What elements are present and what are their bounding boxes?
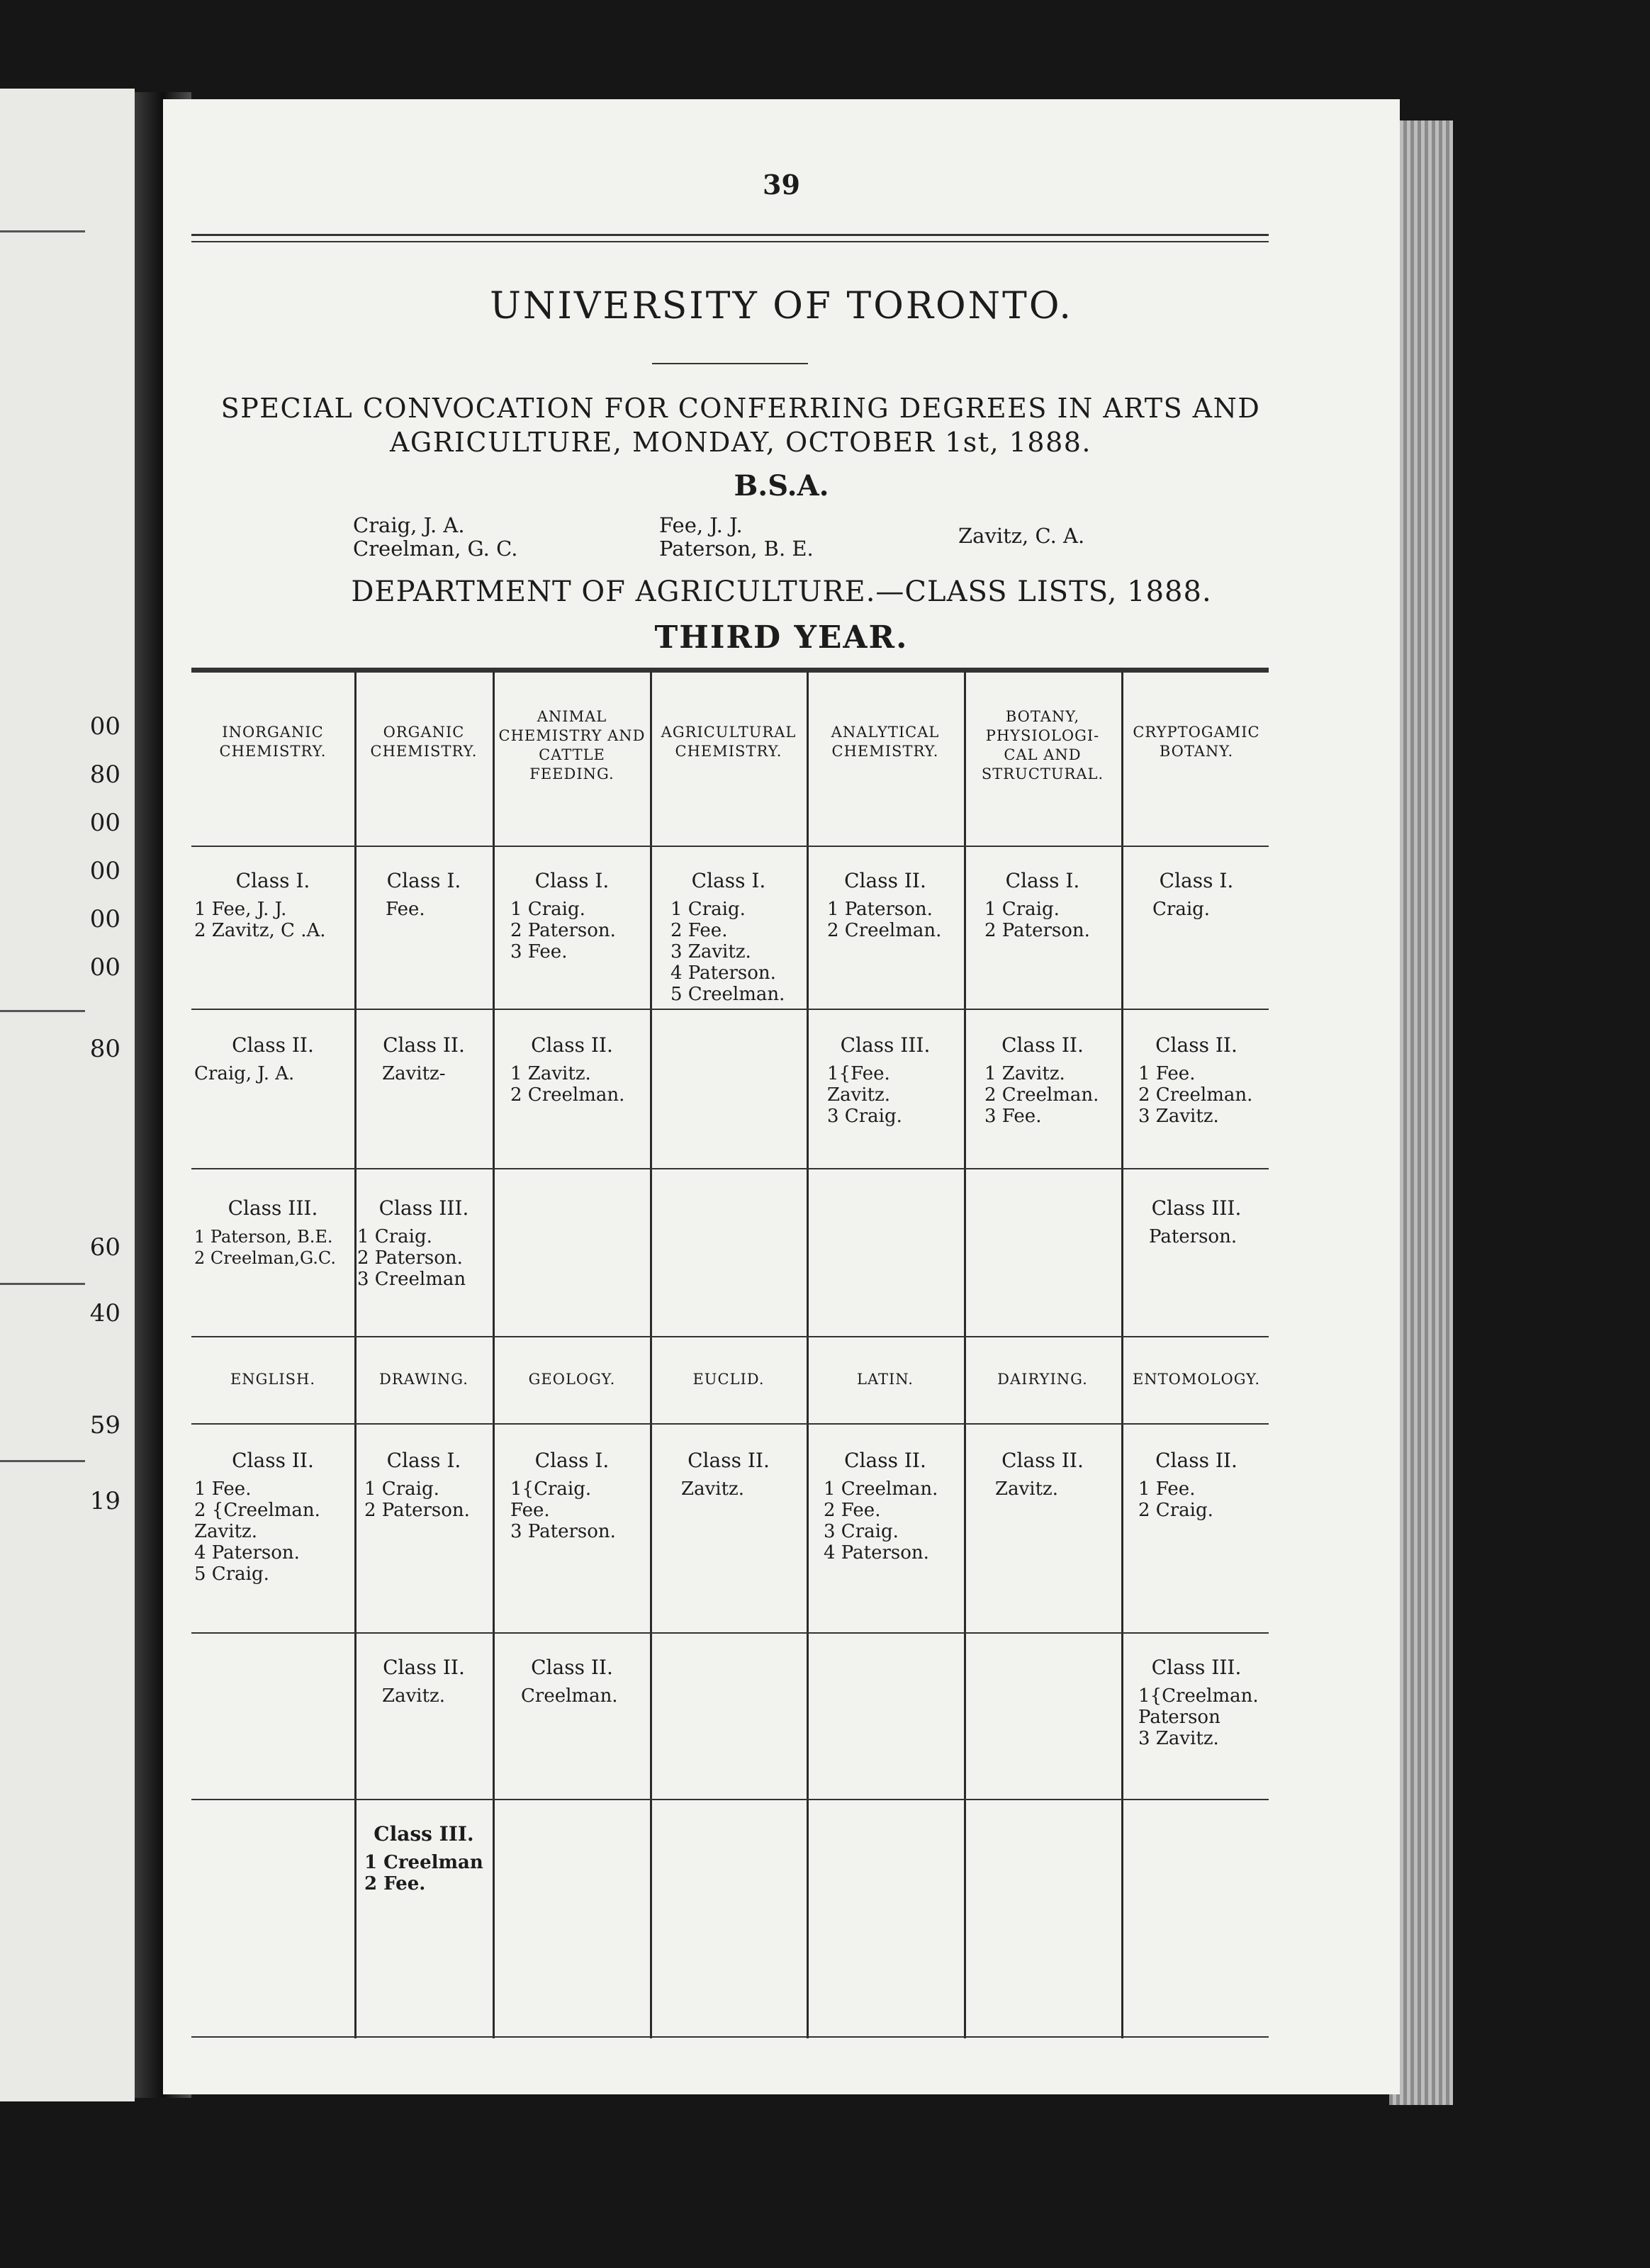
column-header: INORGANIC CHEMISTRY.: [219, 724, 327, 760]
column-header: AGRICULTURAL CHEMISTRY.: [661, 724, 797, 760]
class-label: Class II.: [1155, 1449, 1238, 1472]
facing-page-number: 40: [89, 1299, 120, 1327]
graduate-name: Zavitz, C. A.: [958, 524, 1085, 548]
class-list-cell: [357, 1198, 490, 1290]
class-entry: 1 Fee.: [194, 1478, 252, 1500]
class-label: Class I.: [1159, 869, 1234, 892]
row-divider: [191, 1632, 1269, 1634]
class-entry: Fee.: [386, 899, 425, 920]
row-divider: [191, 1336, 1269, 1337]
class-entry: 1 Craig.: [510, 899, 585, 920]
class-entry: 2 Creelman.: [510, 1084, 625, 1106]
class-entry: 1 Creelman: [364, 1852, 483, 1873]
class-label: Class II.: [531, 1033, 613, 1057]
class-entry: 1 Paterson, B.E.: [194, 1227, 333, 1247]
class-list-cell: [357, 1824, 490, 1894]
class-label: Class I.: [235, 869, 310, 892]
class-list-cell: [1124, 1198, 1269, 1247]
facing-page-rule: [0, 1283, 85, 1285]
class-entry: 1 Fee.: [1138, 1063, 1196, 1084]
class-entry: 1 Zavitz.: [984, 1063, 1065, 1084]
class-entry: Zavitz-: [382, 1063, 446, 1084]
facing-page-number: 19: [89, 1487, 120, 1515]
class-entry: 2 Fee.: [670, 920, 728, 941]
class-list-cell: [809, 870, 961, 941]
class-entry: Paterson: [1138, 1707, 1220, 1728]
column-divider: [1121, 672, 1123, 2038]
class-label: Class I.: [386, 1449, 461, 1472]
class-entry: 3 Fee.: [984, 1106, 1042, 1127]
degree-heading: B.S.A.: [734, 469, 829, 503]
class-entry: 2 Creelman.: [827, 920, 942, 941]
class-entry: 3 Zavitz.: [1138, 1106, 1219, 1127]
class-label: Class I.: [1005, 869, 1080, 892]
year-heading: THIRD YEAR.: [654, 619, 909, 656]
class-entry: 1 Craig.: [670, 899, 746, 920]
facing-page-number: 80: [89, 760, 120, 789]
class-label: Class III.: [840, 1033, 931, 1057]
class-entry: Fee.: [510, 1500, 550, 1521]
class-list-cell: [809, 1450, 961, 1564]
graduate-name: Paterson, B. E.: [659, 537, 814, 561]
class-label: Class II.: [1155, 1033, 1238, 1057]
class-list-cell: [1124, 1035, 1269, 1127]
class-label: Class II.: [1001, 1033, 1084, 1057]
class-entry: 2 Paterson.: [510, 920, 616, 941]
class-list-cell: [653, 1450, 804, 1500]
row-divider: [191, 1799, 1269, 1800]
class-list-cell: [809, 1035, 961, 1127]
facing-page-number: 80: [89, 1035, 120, 1063]
document-page: [163, 99, 1400, 2094]
class-entry: Zavitz.: [382, 1685, 445, 1707]
class-label: Class III.: [378, 1196, 469, 1220]
class-entry: Craig, J. A.: [194, 1063, 295, 1084]
class-entry: 2 Creelman,G.C.: [194, 1248, 337, 1268]
facing-page-number: 00: [89, 953, 120, 982]
department-heading: DEPARTMENT OF AGRICULTURE.—CLASS LISTS, 1888.: [351, 576, 1212, 608]
class-label: Class II.: [383, 1033, 465, 1057]
facing-page-rule: [0, 1460, 85, 1462]
class-label: Class III.: [1151, 1196, 1242, 1220]
page-number: 39: [763, 169, 800, 201]
column-divider: [964, 672, 966, 2038]
class-label: Class II.: [383, 1656, 465, 1679]
class-entry: 5 Craig.: [194, 1564, 269, 1585]
facing-page: [0, 89, 135, 2101]
class-label: Class II.: [531, 1656, 613, 1679]
class-list-cell: [357, 1035, 490, 1084]
class-label: Class II.: [232, 1449, 314, 1472]
class-label: Class III.: [1151, 1656, 1242, 1679]
column-divider: [650, 672, 652, 2038]
class-label: Class I.: [386, 869, 461, 892]
class-label: Class I.: [534, 1449, 610, 1472]
class-entry: 2 Paterson.: [984, 920, 1090, 941]
column-divider: [807, 672, 809, 2038]
class-entry: Paterson.: [1149, 1226, 1238, 1247]
header-rule: [191, 234, 1269, 236]
class-entry: 2 Craig.: [1138, 1500, 1213, 1521]
class-entry: 3 Paterson.: [510, 1521, 616, 1542]
facing-page-rule: [0, 230, 85, 232]
class-list-cell: [653, 870, 804, 1005]
column-header: DAIRYING.: [997, 1371, 1088, 1388]
class-entry: 2 Fee.: [824, 1500, 881, 1521]
class-entry: 3 Craig.: [824, 1521, 899, 1542]
class-entry: Zavitz.: [827, 1084, 890, 1106]
class-entry: Creelman.: [521, 1685, 618, 1707]
class-label: Class II.: [232, 1033, 314, 1057]
class-list-cell: [496, 1657, 648, 1707]
title-divider: [652, 363, 808, 364]
graduate-name: Fee, J. J.: [659, 513, 743, 537]
class-list-cell: [194, 1450, 352, 1585]
class-entry: Craig.: [1152, 899, 1211, 920]
class-entry: 4 Paterson.: [824, 1542, 929, 1564]
facing-page-number: 60: [89, 1233, 120, 1262]
class-list-cell: [967, 870, 1118, 941]
column-header: BOTANY, PHYSIOLOGI- CAL AND STRUCTURAL.: [981, 708, 1104, 782]
class-entry: 3 Creelman: [357, 1269, 466, 1290]
class-label: Class II.: [1001, 1449, 1084, 1472]
class-entry: Zavitz.: [995, 1478, 1058, 1500]
class-entry: 2 Creelman.: [984, 1084, 1099, 1106]
class-list-cell: [1124, 1450, 1269, 1521]
class-entry: 1 Craig.: [364, 1478, 439, 1500]
class-list-cell: [1124, 1657, 1269, 1749]
class-entry: 1 Creelman.: [824, 1478, 938, 1500]
class-entry: 1{Fee.: [827, 1063, 890, 1084]
class-label: Class II.: [844, 869, 926, 892]
class-entry: 1 Fee, J. J.: [194, 899, 287, 920]
row-divider: [191, 1168, 1269, 1169]
column-header: GEOLOGY.: [528, 1371, 616, 1388]
class-label: Class II.: [688, 1449, 770, 1472]
class-list-cell: [496, 870, 648, 962]
class-list-cell: [357, 1657, 490, 1707]
column-header: DRAWING.: [379, 1371, 468, 1388]
class-list-cell: [357, 1450, 490, 1521]
class-entry: 2 Fee.: [364, 1873, 426, 1894]
class-list-cell: [967, 1450, 1118, 1500]
class-entry: 3 Zavitz.: [670, 941, 751, 962]
class-entry: 2 Paterson.: [357, 1247, 463, 1269]
class-entry: Zavitz.: [194, 1521, 257, 1542]
class-entry: 1{Craig.: [510, 1478, 592, 1500]
class-entry: 1 Fee.: [1138, 1478, 1196, 1500]
column-header: CRYPTOGAMIC BOTANY.: [1133, 724, 1260, 760]
row-divider: [191, 846, 1269, 847]
class-entry: 1{Creelman.: [1138, 1685, 1259, 1707]
column-divider: [354, 672, 357, 2038]
class-entry: 2 Paterson.: [364, 1500, 470, 1521]
column-header: ENGLISH.: [230, 1371, 316, 1388]
column-header: LATIN.: [857, 1371, 914, 1388]
page-title: UNIVERSITY OF TORONTO.: [490, 285, 1073, 327]
facing-page-number: 59: [89, 1411, 120, 1439]
class-label: Class III.: [228, 1196, 318, 1220]
header-rule: [191, 241, 1269, 242]
row-divider: [191, 1009, 1269, 1010]
facing-page-rule: [0, 1010, 85, 1012]
class-entry: 1 Craig.: [984, 899, 1060, 920]
class-entry: Zavitz.: [681, 1478, 744, 1500]
column-header: ENTOMOLOGY.: [1132, 1371, 1261, 1388]
class-entry: 3 Zavitz.: [1138, 1728, 1219, 1749]
column-divider: [493, 672, 495, 2038]
class-entry: 2 Zavitz, C .A.: [194, 920, 326, 941]
class-entry: 2 {Creelman.: [194, 1500, 320, 1521]
class-label: Class II.: [844, 1449, 926, 1472]
class-list-cell: [496, 1450, 648, 1542]
table-bottom-rule: [191, 2036, 1269, 2038]
class-list-cell: [194, 870, 352, 941]
column-header: ORGANIC CHEMISTRY.: [370, 724, 478, 760]
class-entry: 1 Craig.: [357, 1226, 432, 1247]
class-label: Class III.: [374, 1822, 474, 1846]
class-entry: 4 Paterson.: [194, 1542, 300, 1564]
class-entry: 3 Craig.: [827, 1106, 902, 1127]
column-header: ANALYTICAL CHEMISTRY.: [831, 724, 940, 760]
facing-page-number: 00: [89, 857, 120, 885]
class-list-cell: [1124, 870, 1269, 920]
facing-page-number: 00: [89, 712, 120, 741]
class-label: Class I.: [534, 869, 610, 892]
class-list-cell: [967, 1035, 1118, 1127]
convocation-subtitle: SPECIAL CONVOCATION FOR CONFERRING DEGREES IN ARTS AND AGRICULTURE, MONDAY, OCTOBER 1st, 1888.: [220, 393, 1261, 458]
class-list-cell: [357, 870, 490, 920]
class-entry: 3 Fee.: [510, 941, 568, 962]
class-list-table: [191, 672, 1269, 2038]
row-divider: [191, 1423, 1269, 1425]
class-list-cell: [496, 1035, 648, 1106]
class-entry: 2 Creelman.: [1138, 1084, 1253, 1106]
class-label: Class I.: [691, 869, 766, 892]
column-header: ANIMAL CHEMISTRY AND CATTLE FEEDING.: [498, 708, 646, 782]
class-entry: 4 Paterson.: [670, 962, 776, 984]
column-header: EUCLID.: [692, 1371, 765, 1388]
facing-page-number: 00: [89, 905, 120, 933]
class-entry: 1 Zavitz.: [510, 1063, 591, 1084]
graduate-name: Creelman, G. C.: [353, 537, 518, 561]
class-entry: 1 Paterson.: [827, 899, 933, 920]
class-entry: 5 Creelman.: [670, 984, 785, 1005]
graduate-name: Craig, J. A.: [353, 513, 465, 537]
class-list-cell: [194, 1198, 352, 1269]
class-list-cell: [194, 1035, 352, 1084]
facing-page-number: 00: [89, 809, 120, 837]
